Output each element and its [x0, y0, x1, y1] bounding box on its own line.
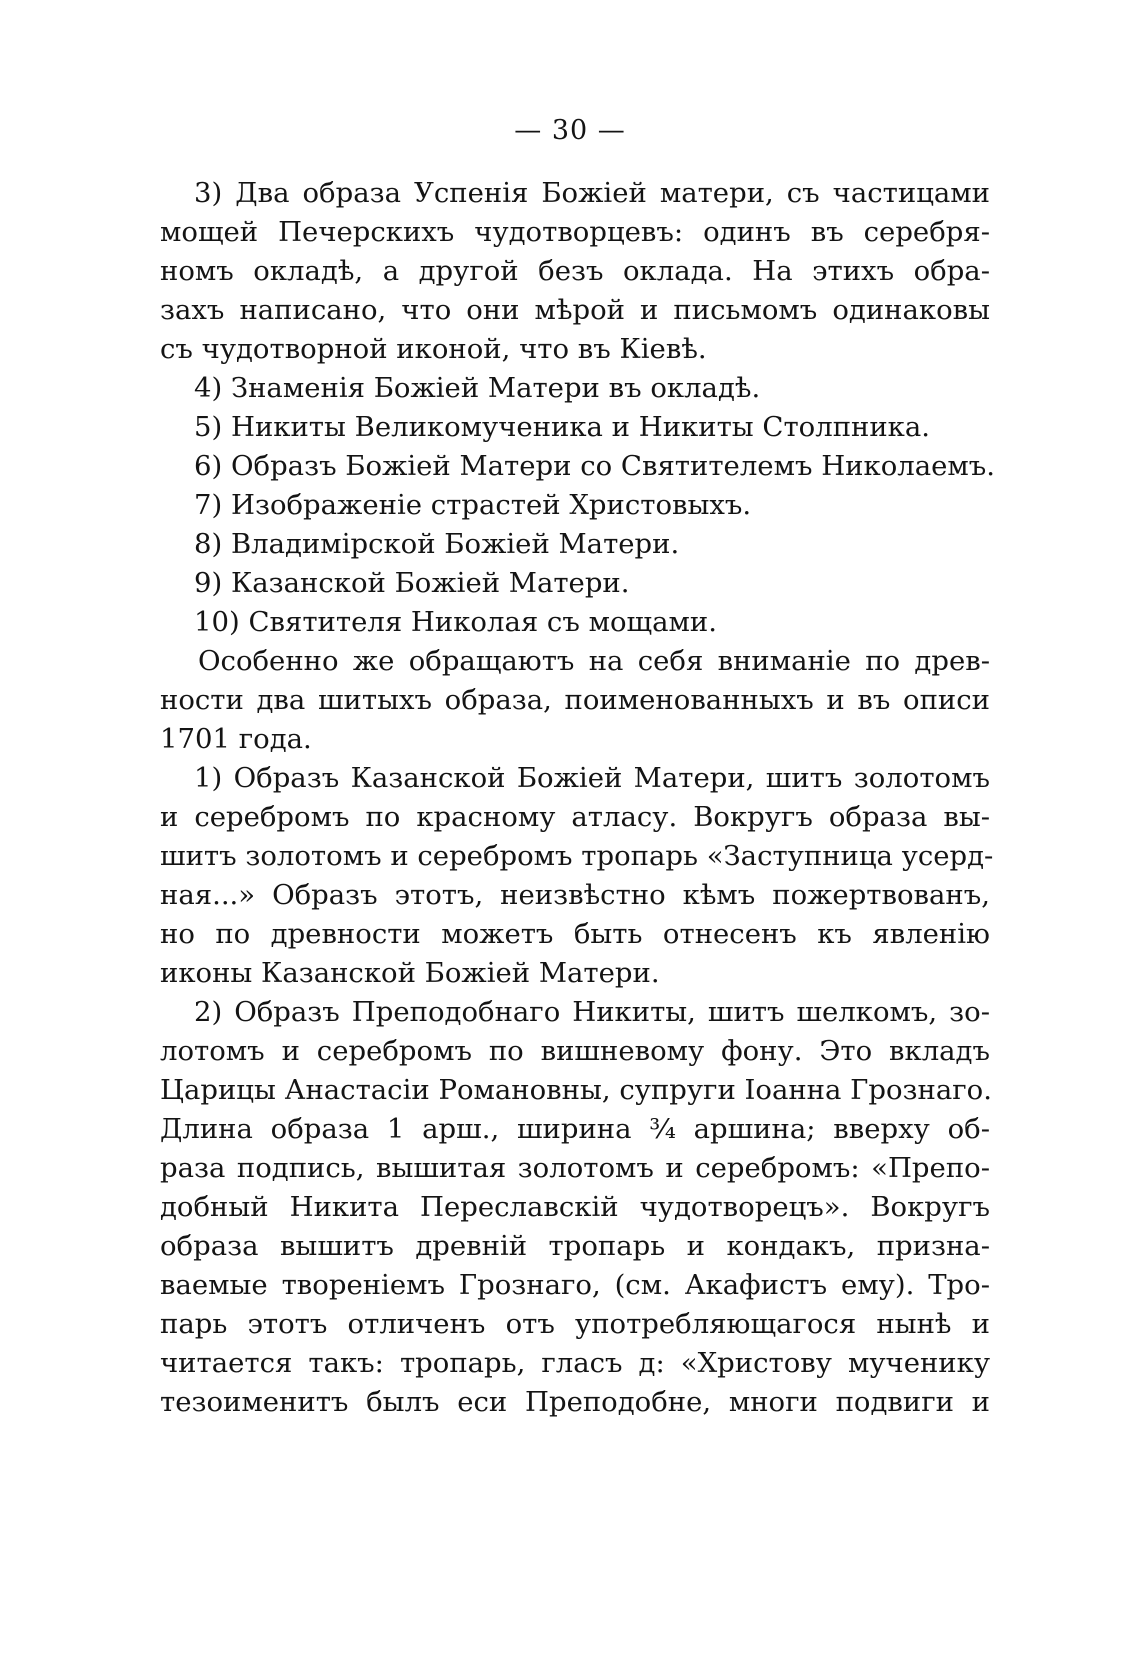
text-line: захъ написано, что они мѣрой и письмомъ одинаковы — [160, 294, 990, 326]
text-line: ваемые твореніемъ Грознаго, (см. Акафистъ ему). Тро- — [160, 1269, 990, 1301]
text-line: 8) Владимірской Божіей Матери. — [194, 528, 680, 560]
text-line: Особенно же обращаютъ на себя вниманіе по древ- — [198, 645, 990, 677]
text-line: номъ окладѣ, а другой безъ оклада. На этихъ обра- — [160, 255, 990, 287]
text-line: Длина образа 1 арш., ширина ¾ аршина; вверху об- — [160, 1113, 990, 1145]
text-line: 9) Казанской Божіей Матери. — [194, 567, 630, 599]
text-line: шитъ золотомъ и серебромъ тропарь «Заступница усерд- — [160, 840, 994, 872]
text-line: 6) Образъ Божіей Матери со Святителемъ Николаемъ. — [194, 450, 996, 482]
text-line: иконы Казанской Божіей Матери. — [160, 957, 660, 989]
text-line: образа вышитъ древній тропарь и кондакъ, призна- — [160, 1230, 990, 1262]
text-line: 7) Изображеніе страстей Христовыхъ. — [194, 489, 752, 521]
text-line: 5) Никиты Великомученика и Никиты Столпника. — [194, 411, 931, 443]
text-line: мощей Печерскихъ чудотворцевъ: одинъ въ серебря- — [160, 216, 990, 248]
text-line: 4) Знаменія Божіей Матери въ окладѣ. — [194, 372, 761, 404]
text-line: раза подпись, вышитая золотомъ и серебромъ: «Препо- — [160, 1152, 990, 1184]
body-text — [160, 174, 996, 1422]
text-line: лотомъ и серебромъ по вишневому фону. Это вкладъ — [160, 1035, 990, 1067]
page-number: — 30 — — [514, 115, 626, 146]
text-line: и серебромъ по красному атласу. Вокругъ образа вы- — [160, 801, 990, 833]
text-line: читается такъ: тропарь, гласъ д: «Христову мученику — [160, 1347, 990, 1379]
text-line: тезоименитъ былъ еси Преподобне, многи подвиги и — [160, 1386, 990, 1418]
text-line: 3) Два образа Успенія Божіей матери, съ частицами — [194, 177, 990, 209]
text-line: добный Никита Переславскій чудотворецъ». Вокругъ — [160, 1191, 990, 1223]
text-line: ная...» Образъ этотъ, неизвѣстно кѣмъ пожертвованъ, — [160, 879, 990, 911]
text-line: парь этотъ отличенъ отъ употребляющагося нынѣ и — [160, 1308, 990, 1340]
text-line: 1701 года. — [160, 723, 312, 755]
text-line: 10) Святителя Николая съ мощами. — [194, 606, 717, 638]
text-line: Царицы Анастасіи Романовны, супруги Іоанна Грознаго. — [160, 1074, 992, 1106]
text-line: 1) Образъ Казанской Божіей Матери, шитъ золотомъ — [194, 762, 990, 794]
text-line: 2) Образъ Преподобнаго Никиты, шитъ шелкомъ, зо- — [194, 996, 990, 1028]
text-line: ности два шитыхъ образа, поименованныхъ и въ описи — [160, 684, 990, 716]
text-line: но по древности можетъ быть отнесенъ къ явленію — [160, 918, 990, 950]
text-line: съ чудотворной иконой, что въ Кіевѣ. — [160, 333, 707, 365]
